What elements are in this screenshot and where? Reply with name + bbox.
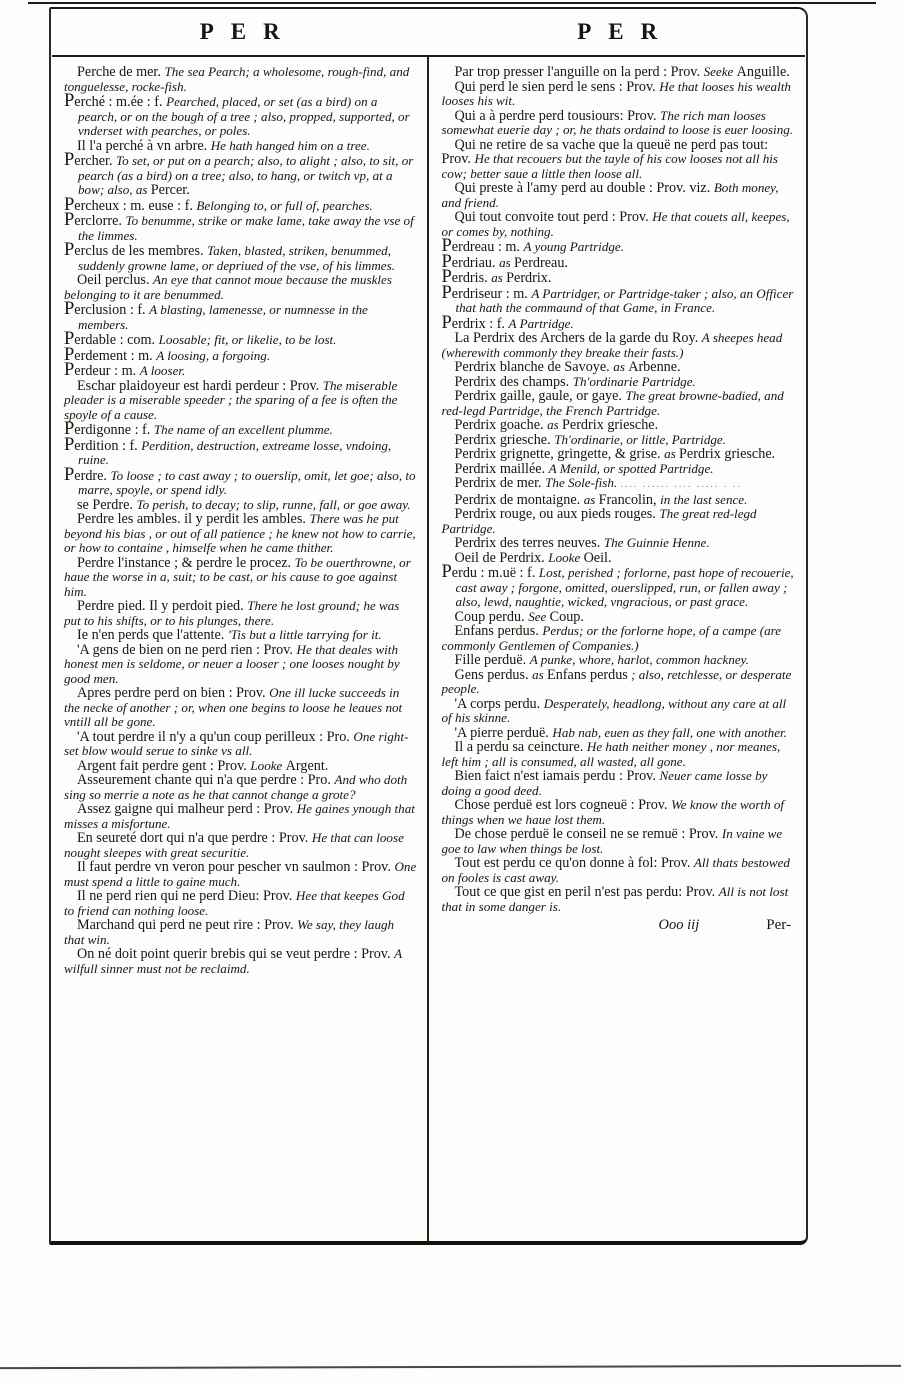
gloss-text: The miserable pleader is a miserable speeder ; the sparing of a fee is often the spoyle of a cause. <box>64 377 398 422</box>
headword-text: Enfans perdus. <box>454 623 543 639</box>
headword-text: Percer. <box>150 182 190 198</box>
dictionary-entry <box>442 624 798 653</box>
gloss-text: Lost, perished ; forlorne, past hope of recouerie, cast away ; forgone, omitted, ouerslipped, run, or fallen away ; also, lewd, naughtie, wicked, vngracious, or past grace. <box>455 565 794 609</box>
lemma-initial: P <box>64 434 75 455</box>
headword-text: ercher. <box>74 153 117 169</box>
headword-text: Perdre pied. Il y perdoit pied. <box>77 598 248 614</box>
gloss-text: Perdition, destruction, extreame losse, vndoing, ruine. <box>78 437 392 467</box>
gloss-text: One right-set blow would serue to sinke vs all. <box>64 728 409 758</box>
headword-text: Perdre les ambles. il y perdit les ambles. <box>77 511 310 527</box>
headword-text: Perdrix rouge, ou aux pieds rouges. <box>454 506 660 522</box>
dictionary-entry <box>64 831 418 860</box>
dictionary-entry <box>64 643 418 687</box>
headword-text: erdris. <box>451 270 492 286</box>
lemma-initial: P <box>441 282 452 303</box>
dictionary-entry <box>441 267 798 287</box>
dictionary-entry <box>442 856 798 885</box>
column-right <box>429 57 807 1241</box>
gloss-text: One must spend a little to gaine much. <box>64 859 417 889</box>
dictionary-entry <box>442 447 798 462</box>
dictionary-entry <box>64 65 418 94</box>
gloss-text: To benumme, strike or make lame, take away the vse of the limmes. <box>78 213 414 243</box>
headword-text: erdable : com. <box>74 332 159 348</box>
headword-text: Qui a à perdre perd tousiours: Prov. <box>454 107 661 124</box>
dictionary-entry <box>442 360 798 375</box>
gathering-signature: Ooo iij <box>658 917 700 933</box>
headword-text: erdement : m. <box>74 347 157 364</box>
gloss-text: See <box>528 608 550 624</box>
headword-text: Tout est perdu ce qu'on donne à fol: Prov. <box>454 855 694 871</box>
dictionary-entry <box>64 556 418 600</box>
dictionary-entry <box>442 389 798 418</box>
dictionary-entry <box>64 773 418 802</box>
headword-text: En seureté dort qui n'a que perdre : Prov. <box>77 830 312 846</box>
gloss-text: He that looses his wealth looses his wit. <box>441 78 791 108</box>
gloss-text: 'Tis but a little tarrying for it. <box>227 627 382 642</box>
lemma-initial: P <box>441 312 452 333</box>
gloss-text: as <box>532 666 548 682</box>
lemma-initial: P <box>64 91 75 111</box>
dictionary-entry <box>442 418 798 433</box>
lemma-initial: P <box>64 150 75 170</box>
gloss-text: Loosable; fit, or likelie, to be lost. <box>158 332 337 347</box>
headword-text: Il ne perd rien qui ne perd Dieu: Prov. <box>77 888 296 904</box>
headword-text: erdriseur : m. <box>451 285 532 302</box>
gloss-text: Looke <box>548 549 584 565</box>
headword-text: Eschar plaidoyeur est hardi perdeur : Prov. <box>77 377 323 394</box>
dictionary-entry <box>64 759 418 774</box>
dictionary-entry <box>64 730 418 759</box>
scan-edge-bottom-rule <box>0 1365 901 1369</box>
gloss-text: He that couets all, keepes, or comes by, nothing. <box>441 209 790 239</box>
catchword: Per- <box>766 917 791 933</box>
dictionary-entry <box>442 181 798 210</box>
gloss-text: He that deales with honest men is seldome, or neuer a looser ; one looses nought by good men. <box>64 641 400 686</box>
headword-text: Oeil. <box>583 549 612 566</box>
gloss-text: A young Partridge. <box>523 239 624 254</box>
gloss-text: Neuer came losse by doing a good deed. <box>441 768 768 798</box>
dictionary-entry <box>442 551 798 566</box>
dictionary-entry <box>64 947 418 976</box>
headword-text: Il faut perdre vn veron pour pescher vn saulmon : Prov. <box>77 859 395 875</box>
dictionary-entry <box>442 462 798 477</box>
gloss-text: Both money, and friend. <box>441 180 779 210</box>
gloss-text: as <box>499 254 514 270</box>
gloss-text: A Partridge. <box>508 315 574 331</box>
dictionary-entry <box>64 686 418 730</box>
headword-text: erdriau. <box>451 254 500 271</box>
running-head-right: PER <box>577 19 675 44</box>
headword-text: Coup perdu. <box>454 608 529 625</box>
gloss-text: He that recouers but the tayle of his cow looses not all his cow; better saue a little then loose all. <box>441 151 779 181</box>
gloss-text: Th'ordinarie Partridge. <box>572 373 696 389</box>
headword-text: Qui tout convoite tout perd : Prov. <box>454 209 653 225</box>
lemma-initial: P <box>441 562 452 582</box>
headword-text: Qui ne retire de sa vache que la queuë ne perd pas tout: Prov. <box>441 136 769 167</box>
dictionary-entry <box>64 91 418 139</box>
headword-text: erdu : m.uë : f. <box>451 565 539 581</box>
dictionary-entry <box>441 251 798 272</box>
dictionary-entry <box>64 628 418 643</box>
headword-text: Perdrix grignette, gringette, & grise. <box>454 446 665 462</box>
lemma-initial: P <box>64 299 75 319</box>
gloss-text: A wilfull sinner must not be reclaimd. <box>64 946 402 976</box>
dictionary-entry <box>442 331 798 360</box>
gloss-text: The name of an excellent plumme. <box>153 422 333 437</box>
lemma-initial: P <box>64 419 75 439</box>
gloss-text: ; also, retchlesse, or desperate people. <box>441 666 792 696</box>
headword-text: Il l'a perché à vn arbre. <box>77 137 211 154</box>
dictionary-entry <box>441 282 798 316</box>
dictionary-entry <box>442 433 798 448</box>
dictionary-entry <box>442 769 798 798</box>
headword-text: Perdrix griesche. <box>679 446 776 462</box>
headword-text: Ie n'en perds que l'attente. <box>77 627 228 643</box>
headword-text: erdrix : f. <box>451 315 509 332</box>
headword-text: erdreau : m. <box>451 239 524 255</box>
gloss-text: The Sole-fish. <box>545 475 621 490</box>
headword-text: 'A tout perdre il n'y a qu'un coup perilleux : Pro. <box>77 728 354 745</box>
lemma-initial: P <box>64 344 75 365</box>
lemma-initial: P <box>441 251 452 272</box>
gloss-text: Desperately, headlong, without any care at all of his skinne. <box>441 695 787 725</box>
dictionary-entry <box>64 379 418 423</box>
dictionary-entry <box>64 139 418 154</box>
headword-text: Coup. <box>549 608 584 625</box>
headword-text: 'A pierre perduë. <box>454 724 553 741</box>
headword-text: erdeur : m. <box>74 363 140 379</box>
headword-text: Qui perd le sien perd le sens : Prov. <box>454 78 660 95</box>
headword-text: Asseurement chante qui n'a que perdre : Pro. <box>77 772 335 788</box>
gloss-text: A Menild, or spotted Partridge. <box>548 460 714 476</box>
headword-text: Apres perdre perd on bien : Prov. <box>77 685 270 701</box>
headword-text: Perdrix des terres neuves. <box>454 535 604 551</box>
headword-text: Perdrix de montaigne. <box>454 491 584 508</box>
headword-text: Argent fait perdre gent : Prov. <box>77 757 251 774</box>
headword-text: Oeil de Perdrix. <box>454 549 549 566</box>
dictionary-entry <box>64 210 418 243</box>
headword-text: se Perdre. <box>77 496 137 513</box>
scan-edge-top-rule <box>28 2 876 4</box>
dictionary-entry <box>442 726 798 741</box>
gloss-text: The sea Pearch; a wholesome, rough-find, and tonguelesse, rocke-fish. <box>64 64 410 94</box>
gloss-text: The great browne-badied, and red-legd Partridge, the French Partridge. <box>441 388 784 418</box>
headword-text: Bien faict n'est iamais perdu : Prov. <box>454 768 660 784</box>
gloss-text: in the last sence. <box>660 491 748 507</box>
dictionary-entry <box>64 240 418 273</box>
page-frame <box>49 7 808 1245</box>
headword-text: Perdre l'instance ; & perdre le procez. <box>77 554 295 571</box>
dictionary-entry <box>442 610 798 625</box>
lemma-initial: P <box>64 194 75 215</box>
headword-text: Marchand qui perd ne peut rire : Prov. <box>77 917 298 933</box>
headword-text: Perdrix blanche de Savoye. <box>454 359 614 375</box>
dictionary-entry <box>442 740 798 769</box>
gloss-text: We say, they laugh that win. <box>64 917 395 947</box>
dictionary-entry <box>442 827 798 856</box>
dictionary-entry <box>64 273 418 302</box>
dictionary-entry <box>64 360 418 380</box>
dictionary-entry <box>442 476 798 493</box>
gloss-text: as <box>664 446 680 461</box>
gloss-text: To loose ; to cast away ; to ouerslip, omit, let goe; also, to marre, spoyle, or spend idly. <box>78 467 416 497</box>
gloss-text: He hath neither money , nor meanes, left him ; all is consumed, all wasted, all gone. <box>441 739 781 769</box>
gloss-text: And who doth sing so merrie a note as he that cannot change a grote? <box>64 772 408 802</box>
headword-text: Perdreau. <box>514 254 568 271</box>
gloss-text: We know the worth of things when we haue lost them. <box>441 797 785 827</box>
headword-text: Par trop presser l'anguille on la perd : Prov. <box>454 64 704 80</box>
gloss-text: All thats bestowed on fooles is cast away. <box>441 855 790 885</box>
headword-text: Qui preste à l'amy perd au double : Prov. viz. <box>454 180 714 196</box>
dictionary-entry <box>64 802 418 831</box>
dotted-leader: .... ...... .... ..... . .. <box>620 479 742 490</box>
dictionary-entry <box>441 312 798 333</box>
running-head <box>51 9 806 55</box>
gloss-text: Perdus; or the forlorne hope, of a campe (are commonly Gentlemen of Companies.) <box>441 623 782 653</box>
dictionary-entry <box>64 918 418 947</box>
gloss-text: To be ouerthrowne, or haue the worse in a, suit; to be cast, or his cause to goe against him. <box>64 554 411 599</box>
gloss-text: A sheepes head (wherewith commonly they breake their fasts.) <box>441 330 783 360</box>
headword-text: erdition : f. <box>74 437 142 454</box>
dictionary-entry <box>64 150 418 198</box>
headword-text: La Perdrix des Archers de la garde du Roy. <box>454 330 702 346</box>
headword-text: Perdrix maillée. <box>454 460 549 477</box>
headword-text: Gens perdus. <box>454 666 533 683</box>
dictionary-entry <box>441 236 798 256</box>
dictionary-entry <box>64 889 418 918</box>
gloss-text: Belonging to, or full of, pearches. <box>196 197 373 213</box>
gloss-text: The great red-legd Partridge. <box>441 506 757 536</box>
headword-text: Anguille. <box>736 64 790 80</box>
gloss-text: He that can loose nought sleepes with great securitie. <box>64 830 404 860</box>
headword-text: Perche de mer. <box>77 64 165 80</box>
headword-text: De chose perduë le conseil ne se remuë : Prov. <box>454 826 722 842</box>
gloss-text: as <box>491 270 507 285</box>
gloss-text: as <box>547 417 563 432</box>
gloss-text: A loosing, a forgoing. <box>156 347 271 363</box>
lemma-initial: P <box>64 210 75 230</box>
running-head-left: PER <box>199 19 297 44</box>
gloss-text: An eye that cannot moue because the muskles belonging to it are benummed. <box>64 272 392 302</box>
dictionary-entry <box>64 299 418 332</box>
gloss-text: To set, or put on a pearch; also, to alight ; also, to sit, or pearch (as a bird) on a tree; also, to hang, or twitch vp, at a bow; also, as <box>78 153 414 197</box>
dictionary-entry <box>64 434 418 468</box>
headword-text: ercheux : m. euse : f. <box>74 197 197 214</box>
gloss-text: Taken, blasted, striken, benummed, suddenly growne lame, or depriued of the vse, of his limmes. <box>78 243 395 273</box>
gloss-text: There he lost ground; he was put to his shifts, or to his plunges, there. <box>64 598 400 628</box>
dictionary-entry <box>442 80 798 109</box>
headword-text: Perdrix gaille, gaule, or gaye. <box>454 388 626 404</box>
dictionary-entry <box>442 493 798 508</box>
gloss-text: Pearched, placed, or set (as a bird) on a pearch, or on the bough of a tree ; also, propped, supported, or vnderset with pearches, or poles. <box>78 94 410 138</box>
dictionary-entry <box>442 375 798 390</box>
dictionary-entry <box>64 464 418 498</box>
gloss-text: A looser. <box>139 363 186 378</box>
gloss-text: The Guinnie Henne. <box>603 535 710 550</box>
headword-text: Perdrix de mer. <box>454 475 546 491</box>
dictionary-entry <box>64 419 418 439</box>
dictionary-entry <box>442 138 798 182</box>
dictionary-entry <box>64 329 418 349</box>
headword-text: Perdrix goache. <box>454 417 548 433</box>
headword-text: erclorre. <box>74 213 126 229</box>
headword-text: erdre. <box>74 467 111 484</box>
headword-text: Perdrix griesche. <box>562 417 659 433</box>
gloss-text: He hath hanged him on a tree. <box>210 137 370 153</box>
lemma-initial: P <box>64 464 75 485</box>
gloss-text: He gaines ynough that misses a misfortune. <box>64 801 415 831</box>
headword-text: Perdrix griesche. <box>454 431 555 448</box>
gloss-text: as <box>613 359 629 374</box>
headword-text: 'A corps perdu. <box>454 695 544 712</box>
gloss-text: One ill lucke succeeds in the necke of another ; or, when one begins to loose he leaues not vntill all be gone. <box>64 685 403 729</box>
dictionary-entry <box>64 194 418 215</box>
headword-text: Tout ce que gist en peril n'est pas perdu: Prov. <box>454 884 719 900</box>
headword-text: On né doit point querir brebis qui se veut perdre : Prov. <box>77 946 395 962</box>
dictionary-entry <box>442 109 798 138</box>
headword-text: Oeil perclus. <box>77 272 154 288</box>
column-footer <box>442 917 798 933</box>
dictionary-entry <box>441 562 798 610</box>
lemma-initial: P <box>441 236 452 256</box>
gloss-text: To perish, to decay; to slip, runne, fall, or goe away. <box>136 496 411 512</box>
gloss-text: A Partridger, or Partridge-taker ; also, an Officer that hath the commaund of that Game, in France. <box>455 285 794 315</box>
lemma-initial: P <box>64 360 75 380</box>
headword-text: Il a perdu sa ceincture. <box>454 739 587 755</box>
headword-text: 'A gens de bien on ne perd rien : Prov. <box>77 641 297 658</box>
headword-text: Chose perduë est lors cogneuë : Prov. <box>454 797 672 813</box>
dictionary-entry <box>442 507 798 536</box>
gloss-text: Seeke <box>703 64 737 79</box>
dictionary-entry <box>442 697 798 726</box>
headword-text: Fille perduë. <box>454 652 530 668</box>
dictionary-entry <box>442 210 798 239</box>
gloss-text: All is not lost that in some danger is. <box>441 884 789 914</box>
lemma-initial: P <box>64 240 75 260</box>
headword-text: erché : m.ée : f. <box>74 94 167 110</box>
dictionary-entry <box>442 668 798 697</box>
lemma-initial: P <box>64 329 75 349</box>
dictionary-entry <box>442 536 798 551</box>
dictionary-entry <box>442 798 798 827</box>
dictionary-entry <box>64 498 418 513</box>
gloss-text: Hab nab, euen as they fall, one with another. <box>552 724 787 740</box>
headword-text: Perdrix des champs. <box>454 373 573 390</box>
headword-text: Francolin, <box>598 491 661 508</box>
gloss-text: The rich man looses somewhat euerie day ; or, he thats ordaind to loose is euer loosing. <box>441 107 794 137</box>
dictionary-entry <box>442 653 798 668</box>
column-left <box>51 57 429 1241</box>
headword-text: Enfans perdus <box>547 666 628 683</box>
gloss-text: Looke <box>250 757 286 773</box>
headword-text: Perdrix. <box>506 270 552 286</box>
gloss-text: In vaine we goe to law when things be lost. <box>441 826 783 856</box>
gloss-text: as <box>583 491 599 507</box>
dictionary-entry <box>442 65 798 80</box>
gloss-text: A blasting, lamenesse, or numnesse in the members. <box>78 302 368 332</box>
text-columns <box>51 57 806 1241</box>
gloss-text: There was he put beyond his bias , or out of all patience ; he knew not how to carrie, or how to containe , himselfe when he came thither. <box>64 511 416 555</box>
lemma-initial: P <box>441 267 452 287</box>
dictionary-entry <box>64 860 418 889</box>
dictionary-entry <box>64 512 418 556</box>
dictionary-entry <box>64 344 418 365</box>
headword-text: Argent. <box>285 757 329 774</box>
headword-text: Arbenne. <box>628 359 681 375</box>
headword-text: erclusion : f. <box>74 302 150 318</box>
dictionary-entry <box>64 599 418 628</box>
gloss-text: A punke, whore, harlot, common hackney. <box>529 652 750 667</box>
headword-text: erclus de les membres. <box>74 243 208 259</box>
gloss-text: Th'ordinarie, or little, Partridge. <box>554 431 726 447</box>
gloss-text: Hee that keepes God to friend can nothing loose. <box>64 888 405 918</box>
headword-text: erdigonne : f. <box>74 422 154 438</box>
headword-text: Assez gaigne qui malheur perd : Prov. <box>77 801 297 817</box>
dictionary-entry <box>442 885 798 914</box>
